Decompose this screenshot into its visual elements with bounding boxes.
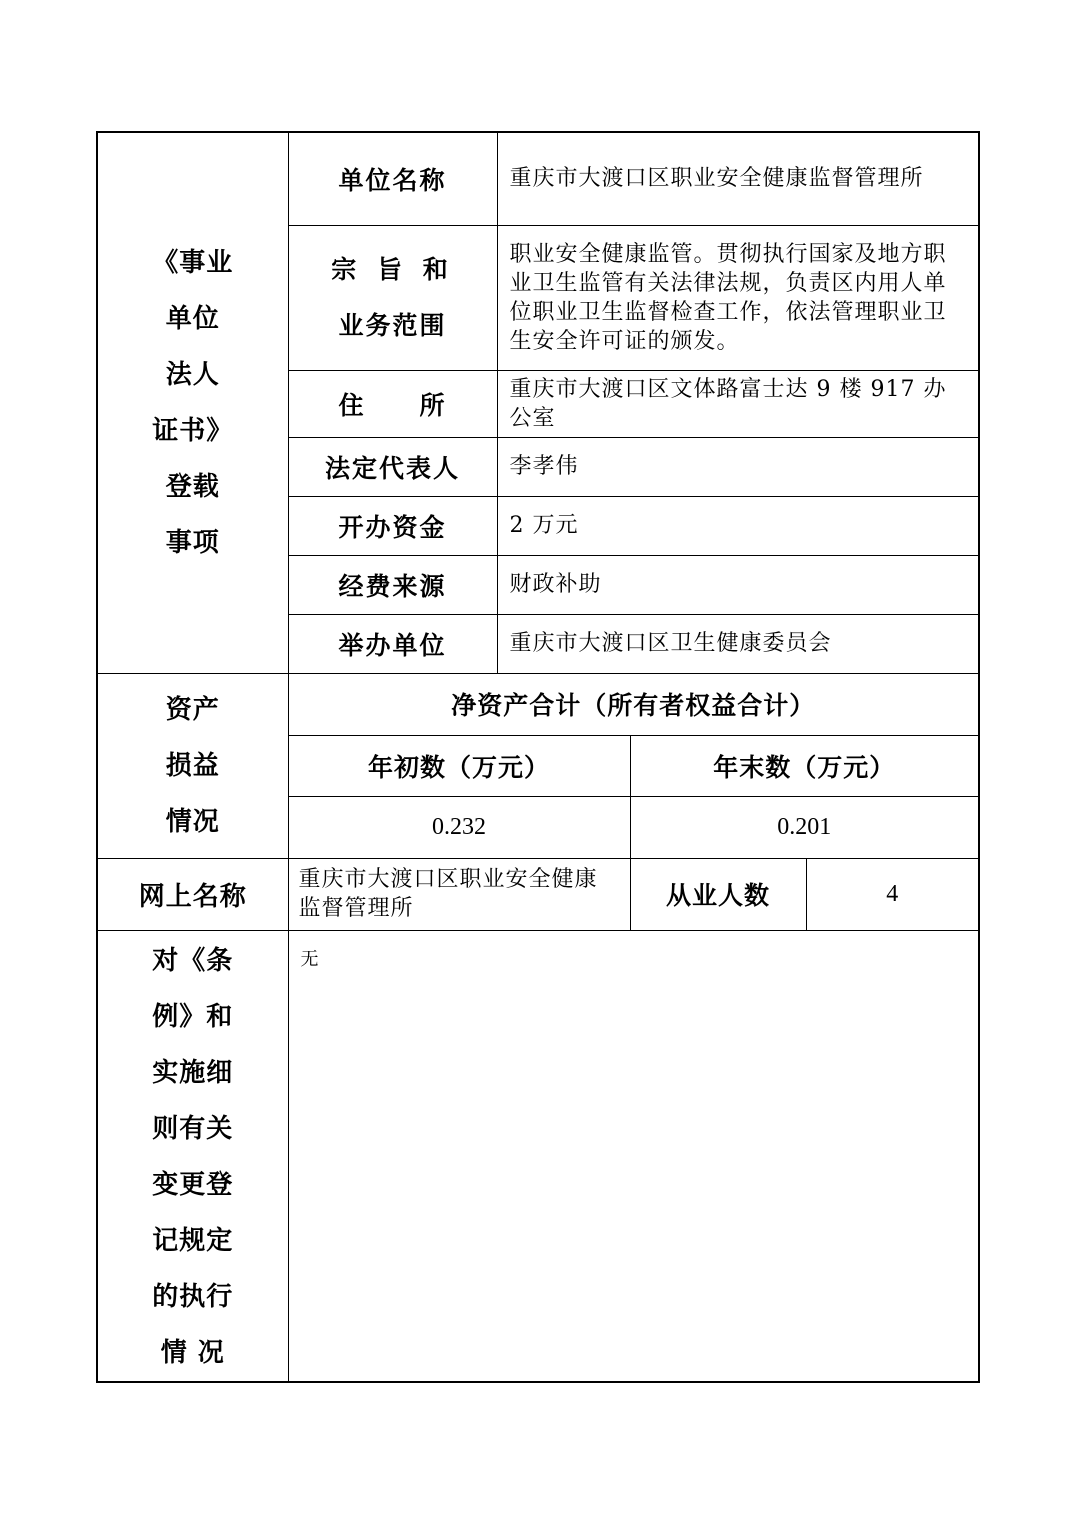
compliance-value: 无 xyxy=(288,930,979,1382)
compliance-title-line: 的执行 xyxy=(152,1281,234,1312)
registration-form-table xyxy=(96,131,980,1383)
purpose-label-line: 业务范围 xyxy=(338,310,447,340)
registration-title-line: 证书》 xyxy=(152,415,234,446)
unit-name-label: 单位名称 xyxy=(288,132,497,225)
purpose-value: 职业安全健康监管。贯彻执行国家及地方职业卫生监管有关法律法规，负责区内用人单位职业卫生监督检查工作，依法管理职业卫生安全许可证的颁发。 xyxy=(497,225,979,370)
assets-title-line: 情况 xyxy=(165,806,220,837)
compliance-title-line: 记规定 xyxy=(152,1225,234,1256)
funding-label: 经费来源 xyxy=(288,555,497,614)
compliance-title-line: 例》和 xyxy=(152,1001,234,1032)
staff-count-label: 从业人数 xyxy=(630,858,806,930)
unit-name-value: 重庆市大渡口区职业安全健康监督管理所 xyxy=(497,132,979,225)
online-name-label: 网上名称 xyxy=(97,858,288,930)
registration-section-title xyxy=(97,132,288,673)
registration-title-line: 登载 xyxy=(165,471,220,502)
registration-title-line: 法人 xyxy=(165,359,220,390)
assets-title-line: 资产 xyxy=(165,694,220,725)
assets-title-line: 损益 xyxy=(165,750,220,781)
purpose-label xyxy=(288,225,497,370)
begin-year-value: 0.232 xyxy=(288,796,630,858)
sponsor-value: 重庆市大渡口区卫生健康委员会 xyxy=(497,614,979,673)
address-label: 住 所 xyxy=(288,370,497,437)
compliance-section-title xyxy=(97,930,288,1382)
registration-title-line: 事项 xyxy=(165,527,220,558)
compliance-title-line: 实施细 xyxy=(152,1057,234,1088)
registration-title-line: 《事业 xyxy=(152,247,234,278)
compliance-title-line: 情 况 xyxy=(160,1337,225,1368)
compliance-title-line: 则有关 xyxy=(152,1113,234,1144)
purpose-label-line: 宗 旨 和 xyxy=(331,254,454,284)
capital-label: 开办资金 xyxy=(288,496,497,555)
funding-value: 财政补助 xyxy=(497,555,979,614)
compliance-title-line: 变更登 xyxy=(152,1169,234,1200)
legal-rep-value: 李孝伟 xyxy=(497,437,979,496)
end-year-value: 0.201 xyxy=(630,796,979,858)
end-year-label: 年末数（万元） xyxy=(630,735,979,796)
staff-count-value: 4 xyxy=(806,858,979,930)
begin-year-label: 年初数（万元） xyxy=(288,735,630,796)
address-value: 重庆市大渡口区文体路富士达 9 楼 917 办公室 xyxy=(497,370,979,437)
legal-rep-label: 法定代表人 xyxy=(288,437,497,496)
compliance-title-line: 对《条 xyxy=(152,945,234,976)
capital-value: 2 万元 xyxy=(497,496,979,555)
registration-title-line: 单位 xyxy=(165,303,220,334)
net-assets-header: 净资产合计（所有者权益合计） xyxy=(288,673,979,735)
assets-section-title xyxy=(97,673,288,858)
online-name-value: 重庆市大渡口区职业安全健康监督管理所 xyxy=(288,858,630,930)
sponsor-label: 举办单位 xyxy=(288,614,497,673)
